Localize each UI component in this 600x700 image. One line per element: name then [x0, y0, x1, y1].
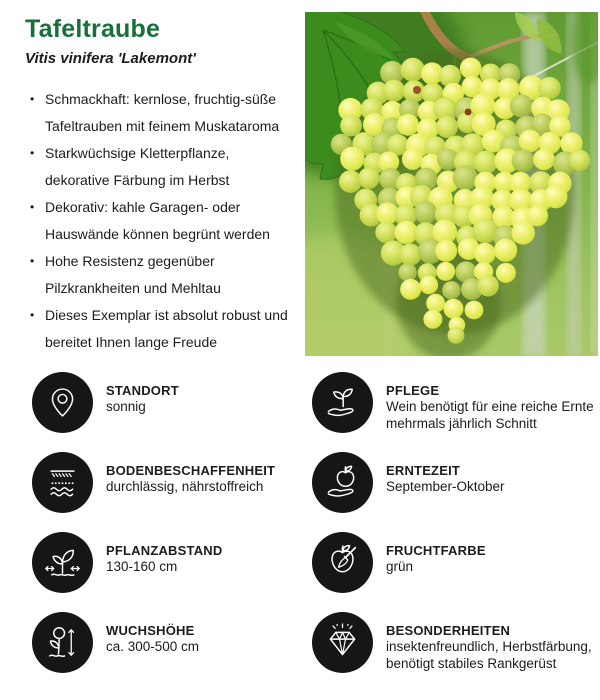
attribute-title: ERNTEZEIT [386, 463, 461, 478]
grapes-photo-illustration [305, 12, 598, 356]
botanical-name: Vitis vinifera 'Lakemont' [25, 50, 196, 67]
attribute-title: WUCHSHÖHE [106, 623, 195, 638]
attribute-erntezeit [312, 452, 595, 513]
attribute-wuchshoehe [32, 612, 312, 673]
attribute-grid [32, 372, 595, 673]
attribute-title: STANDORT [106, 383, 179, 398]
hand-apple-icon [312, 452, 373, 513]
product-photo[interactable] [305, 12, 598, 356]
plant-height-icon [32, 612, 93, 673]
bullet-item: • Dekorativ: kahle Garagen- oder Hauswände können begrünt werden [28, 194, 294, 248]
attribute-bodenbeschaffenheit [32, 452, 312, 513]
attribute-besonderheiten [312, 612, 595, 673]
feature-bullet-list [28, 86, 294, 356]
attribute-value: Wein benötigt für eine reiche Ernte mehrmals jährlich Schnitt [386, 399, 594, 431]
hand-seedling-icon [312, 372, 373, 433]
attribute-value: September-Oktober [386, 479, 505, 494]
attribute-title: BESONDERHEITEN [386, 623, 511, 638]
map-pin-icon [32, 372, 93, 433]
attribute-value: 130-160 cm [106, 559, 178, 574]
bullet-item: • Dieses Exemplar ist absolut robust und bereitet Ihnen lange Freude [28, 302, 294, 356]
page-title: Tafeltraube [25, 15, 161, 43]
attribute-pflege [312, 372, 595, 433]
attribute-value: ca. 300-500 cm [106, 639, 200, 654]
attribute-fruchtfarbe [312, 532, 595, 593]
attribute-value: durchlässig, nährstoffreich [106, 479, 264, 494]
attribute-title: BODENBESCHAFFENHEIT [106, 463, 276, 478]
soil-layers-icon [32, 452, 93, 513]
bullet-item: • Hohe Resistenz gegenüber Pilzkrankheiten und Mehltau [28, 248, 294, 302]
attribute-title: FRUCHTFARBE [386, 543, 486, 558]
attribute-standort [32, 372, 312, 433]
bullet-item: • Starkwüchsige Kletterpflanze, dekorative Färbung im Herbst [28, 140, 294, 194]
attribute-title: PFLANZABSTAND [106, 543, 223, 558]
bullet-item: • Schmackhaft: kernlose, fruchtig-süße Tafeltrauben mit feinem Muskataroma [28, 86, 294, 140]
apple-paintbrush-icon [312, 532, 373, 593]
attribute-value: sonnig [106, 399, 146, 414]
plant-spacing-icon [32, 532, 93, 593]
attribute-pflanzabstand [32, 532, 312, 593]
diamond-sparkle-icon [312, 612, 373, 673]
attribute-value: grün [386, 559, 414, 574]
attribute-title: PFLEGE [386, 383, 440, 398]
attribute-value: insektenfreundlich, Herbstfärbung, benötigt stabiles Rankgerüst [386, 639, 592, 671]
